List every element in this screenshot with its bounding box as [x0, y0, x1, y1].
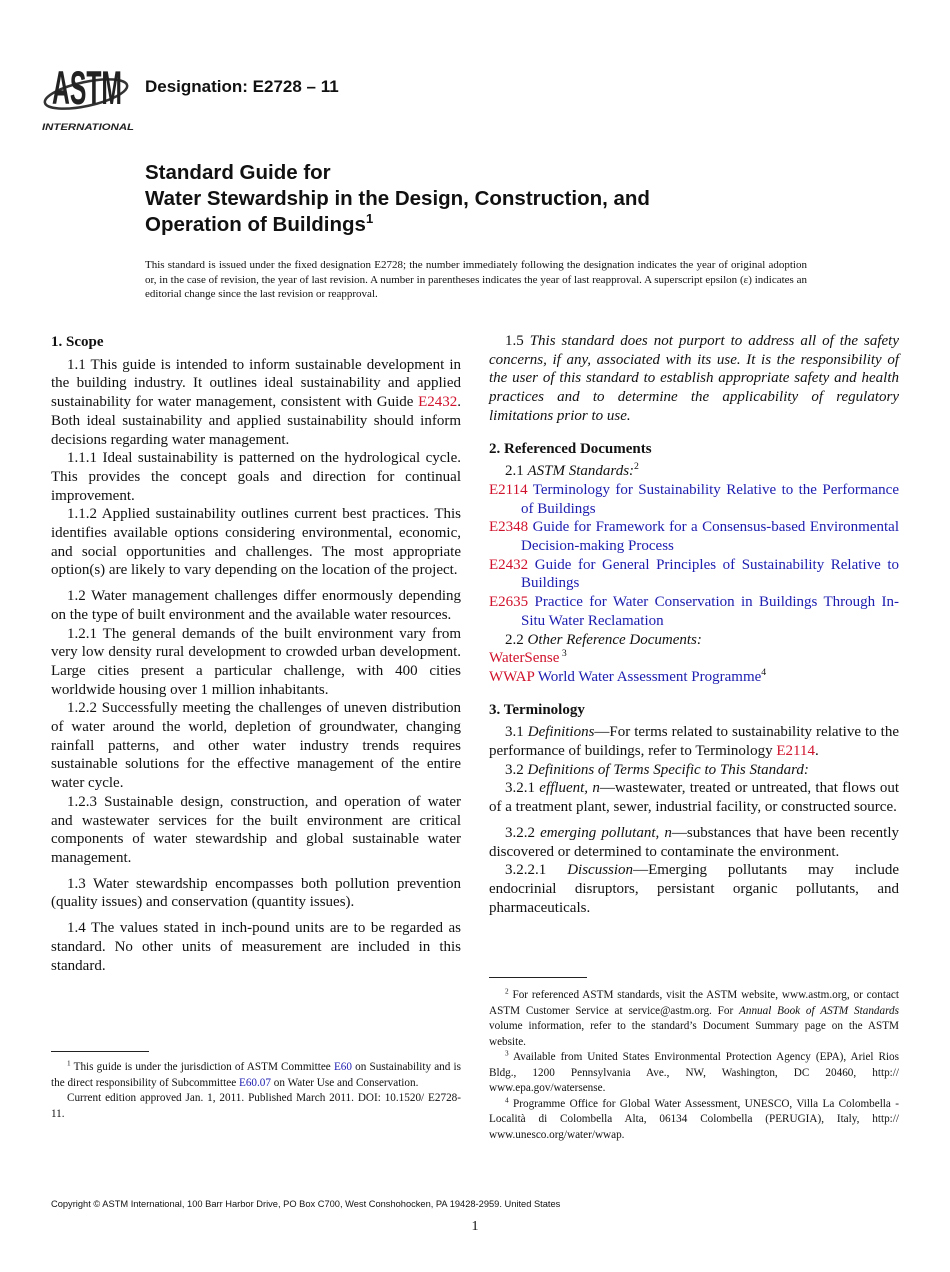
text-run: 3.1 [505, 724, 528, 741]
footnote-marker: 3 [505, 1049, 509, 1058]
text-run: This standard does not purport to address all of the safety concerns, if any, associated with its use. It is the responsibility of the user of this standard to establish appropriate safety and health practices and to determine the applicability of regulatory limitations prior to use. [489, 333, 900, 424]
reference-entry [489, 518, 899, 555]
svg-text:INTERNATIONAL: INTERNATIONAL [42, 122, 135, 133]
text-run: Available from United States Environmental Protection Agency (EPA), Ariel Rios Bldg., 1200 Pennsylvania Ave., NW, Washington, DC 20460, http:// www.epa.gov/watersense. [489, 1051, 899, 1094]
text-run: volume information, refer to the standard’s Document Summary page on the ASTM website. [489, 1020, 899, 1048]
right-column [489, 332, 899, 917]
reference-link[interactable]: E60 [333, 1061, 352, 1073]
text-run: —wastewater, treated or untreated, that flows out of a treatment plant, sewer, industrial facility, or constructed source. [489, 780, 899, 816]
text-run: 3.2.1 [505, 780, 540, 797]
paragraph [51, 793, 461, 868]
footnote [489, 1050, 899, 1097]
text-run: on Water Use and Conservation. [271, 1076, 419, 1089]
text-run: . Both ideal sustainability and applied sustainability should inform decisions regarding water management. [51, 394, 461, 448]
paragraph [489, 723, 899, 760]
designation: Designation: E2728 – 11 [145, 77, 339, 96]
paragraph [51, 505, 461, 580]
paragraph [51, 875, 461, 912]
text-run: 1.2.2 Successfully meeting the challenges of uneven distribution of water around the world, depletion of groundwater, changing rainfall patterns, and other water industry trends requires sustainable solutions for the effective management of the entire water cycle. [51, 700, 461, 792]
section-heading [489, 701, 899, 720]
title-line: Water Stewardship in the Design, Construction, and [145, 187, 650, 210]
reference-link[interactable]: WaterSense [489, 650, 560, 667]
footnote [489, 1097, 899, 1144]
paragraph [51, 625, 461, 700]
title-line [145, 212, 650, 238]
text-run: 1.2 Water management challenges differ enormously depending on the type of built environment and the available water resources. [51, 588, 461, 623]
reference-entry [489, 556, 899, 593]
section-heading [489, 440, 899, 459]
text-run: —substances that have been recently discovered or determined to contaminate the environment. [489, 824, 899, 860]
text-run: 1.4 The values stated in inch-pound units are to be regarded as standard. No other units of measurement are included in this standard. [51, 920, 461, 974]
title-line-text: Operation of Buildings [145, 213, 366, 236]
reference-entry [489, 649, 899, 668]
text-run: emerging pollutant, n [540, 824, 672, 841]
paragraph [51, 356, 461, 450]
reference-link[interactable]: E2348 [489, 519, 529, 536]
paragraph [489, 861, 899, 917]
astm-logo [40, 54, 136, 134]
paragraph [489, 631, 899, 650]
reference-link[interactable]: World Water Assessment Programme [534, 668, 762, 685]
footnote-marker: 1 [67, 1059, 71, 1068]
text-run: 1.5 [505, 333, 530, 349]
footnote-marker: 2 [505, 987, 509, 996]
footnote [489, 988, 899, 1050]
reference-entry [489, 593, 899, 630]
reference-link[interactable]: E2635 [489, 594, 529, 611]
reference-link[interactable]: E60.07 [238, 1076, 271, 1089]
text-run: 1. Scope [51, 334, 104, 350]
page-number: 1 [471, 1219, 479, 1234]
text-run: 1.1 This guide is intended to inform sustainable development in the building industry. It outlines ideal sustainability and applied sustainability for water management, consistent with Guide [51, 356, 461, 411]
text-run: on Sustainability and is the direct responsibility of Subcommittee [51, 1061, 461, 1089]
footnote-marker: 2 [634, 461, 639, 473]
text-run: Discussion [567, 862, 634, 879]
copyright: Copyright © ASTM International, 100 Barr Harbor Drive, PO Box C700, West Conshohocken, PA 19428-2959. United States [51, 1199, 561, 1209]
paragraph [51, 449, 461, 505]
paragraph [489, 332, 899, 426]
text-run: 2.1 [505, 463, 528, 480]
text-run: 3. Terminology [489, 701, 585, 718]
document-title [145, 160, 650, 238]
text-run: 2.2 [505, 631, 528, 648]
reference-link[interactable]: Terminology for Sustainability Relative to the Performance of Buildings [521, 481, 899, 517]
footnotes-right [489, 988, 899, 1143]
text-run: effluent, n [539, 780, 600, 797]
text-run: Programme Office for Global Water Assessment, UNESCO, Villa La Colombella - Località di Colombella Alta, 06134 Colombella (PERUGIA), Italy, http:// www.unesco.org/water/wwap. [489, 1097, 899, 1141]
footnote [51, 1091, 461, 1122]
text-run: For referenced ASTM standards, visit the ASTM website, www.astm.org, or contact ASTM Customer Service at service@astm.org. For [489, 989, 899, 1017]
text-run: 2. Referenced Documents [489, 440, 652, 457]
left-column [51, 333, 461, 975]
text-run: —For terms related to sustainability relative to the performance of buildings, refer to Terminology [489, 724, 899, 760]
text-run: Current edition approved Jan. 1, 2011. Published March 2011. DOI: 10.1520/ E2728-11. [51, 1092, 461, 1120]
text-run: 3.2.2 [505, 824, 541, 841]
text-run: Definitions [527, 724, 595, 741]
footnote-divider [51, 1051, 149, 1052]
reference-link[interactable]: Practice for Water Conservation in Buildings Through In-Situ Water Reclamation [521, 594, 899, 629]
footnote-marker: 4 [761, 666, 767, 678]
paragraph [489, 779, 899, 816]
text-run: 1.2.3 Sustainable design, construction, and operation of water and wastewater services for the built environment are critical components of water stewardship and global sustainable water management. [51, 793, 461, 866]
reference-link[interactable]: Guide for Framework for a Consensus-based Environmental Decision-making Process [521, 519, 899, 555]
footnote-marker: 4 [505, 1095, 509, 1104]
text-run: . [814, 743, 819, 760]
paragraph [489, 462, 899, 481]
text-run: This guide is under the jurisdiction of ASTM Committee [70, 1061, 334, 1073]
paragraph [51, 587, 461, 624]
text-run: Annual Book of ASTM Standards [739, 1004, 899, 1017]
title-line: Standard Guide for [145, 161, 331, 184]
text-run: 1.1.2 Applied sustainability outlines current best practices. This identifies available options considering environmental, economic, and social opportunities and challenges. The most appropriate option(s) are likely to vary depending on the location of the project. [51, 506, 461, 579]
text-run: 1.2.1 The general demands of the built environment vary from very low density rural development to crowded urban development. Large cities present a particular challenge, with 400 cities worldwide housing over 1 million inhabitants. [51, 625, 461, 698]
reference-link[interactable]: E2432 [418, 394, 458, 411]
paragraph [51, 919, 461, 975]
text-run: 3.2.2.1 [505, 862, 568, 879]
paragraph [51, 699, 461, 793]
paragraph [489, 761, 899, 780]
reference-link[interactable]: E2432 [489, 556, 529, 573]
text-run: Other Reference Documents: [527, 631, 702, 648]
reference-entry [489, 481, 899, 518]
title-footnote-marker: 1 [365, 211, 374, 227]
text-run: 1.1.1 Ideal sustainability is patterned on the hydrological cycle. This provides the concept goals and direction for continual improvement. [51, 450, 461, 504]
footnote [51, 1060, 461, 1091]
reference-link[interactable]: WWAP [489, 668, 535, 685]
reference-link[interactable]: E2114 [489, 481, 528, 498]
text-run: ASTM Standards: [527, 463, 635, 480]
reference-entry [489, 668, 899, 687]
text-run: 1.3 Water stewardship encompasses both pollution prevention (quality issues) and conservation (quantity issues). [51, 875, 461, 911]
text-run: 3.2 [505, 761, 528, 778]
text-run: Definitions of Terms Specific to This Standard: [527, 761, 809, 778]
footnote-divider [489, 977, 587, 978]
text-run: —Emerging pollutants may include endocrinial disruptors, persistant organic pollutants, and pharmaceuticals. [489, 862, 899, 916]
issuance-statement: This standard is issued under the fixed designation E2728; the number immediately following the designation indicates the year of original adoption or, in the case of revision, the year of last revision. A number in parentheses indicates the year of last reapproval. A superscript epsilon (ε) indicates an editorial change since the last revision or reapproval. [145, 259, 807, 301]
paragraph [489, 824, 899, 861]
footnotes-left [51, 1060, 461, 1122]
footnote-marker: 3 [559, 648, 567, 660]
reference-link[interactable]: E2114 [776, 743, 815, 760]
reference-link[interactable]: Guide for General Principles of Sustainability Relative to Buildings [521, 556, 899, 592]
section-heading [51, 333, 461, 352]
svg-text:ASTM: ASTM [52, 62, 122, 116]
